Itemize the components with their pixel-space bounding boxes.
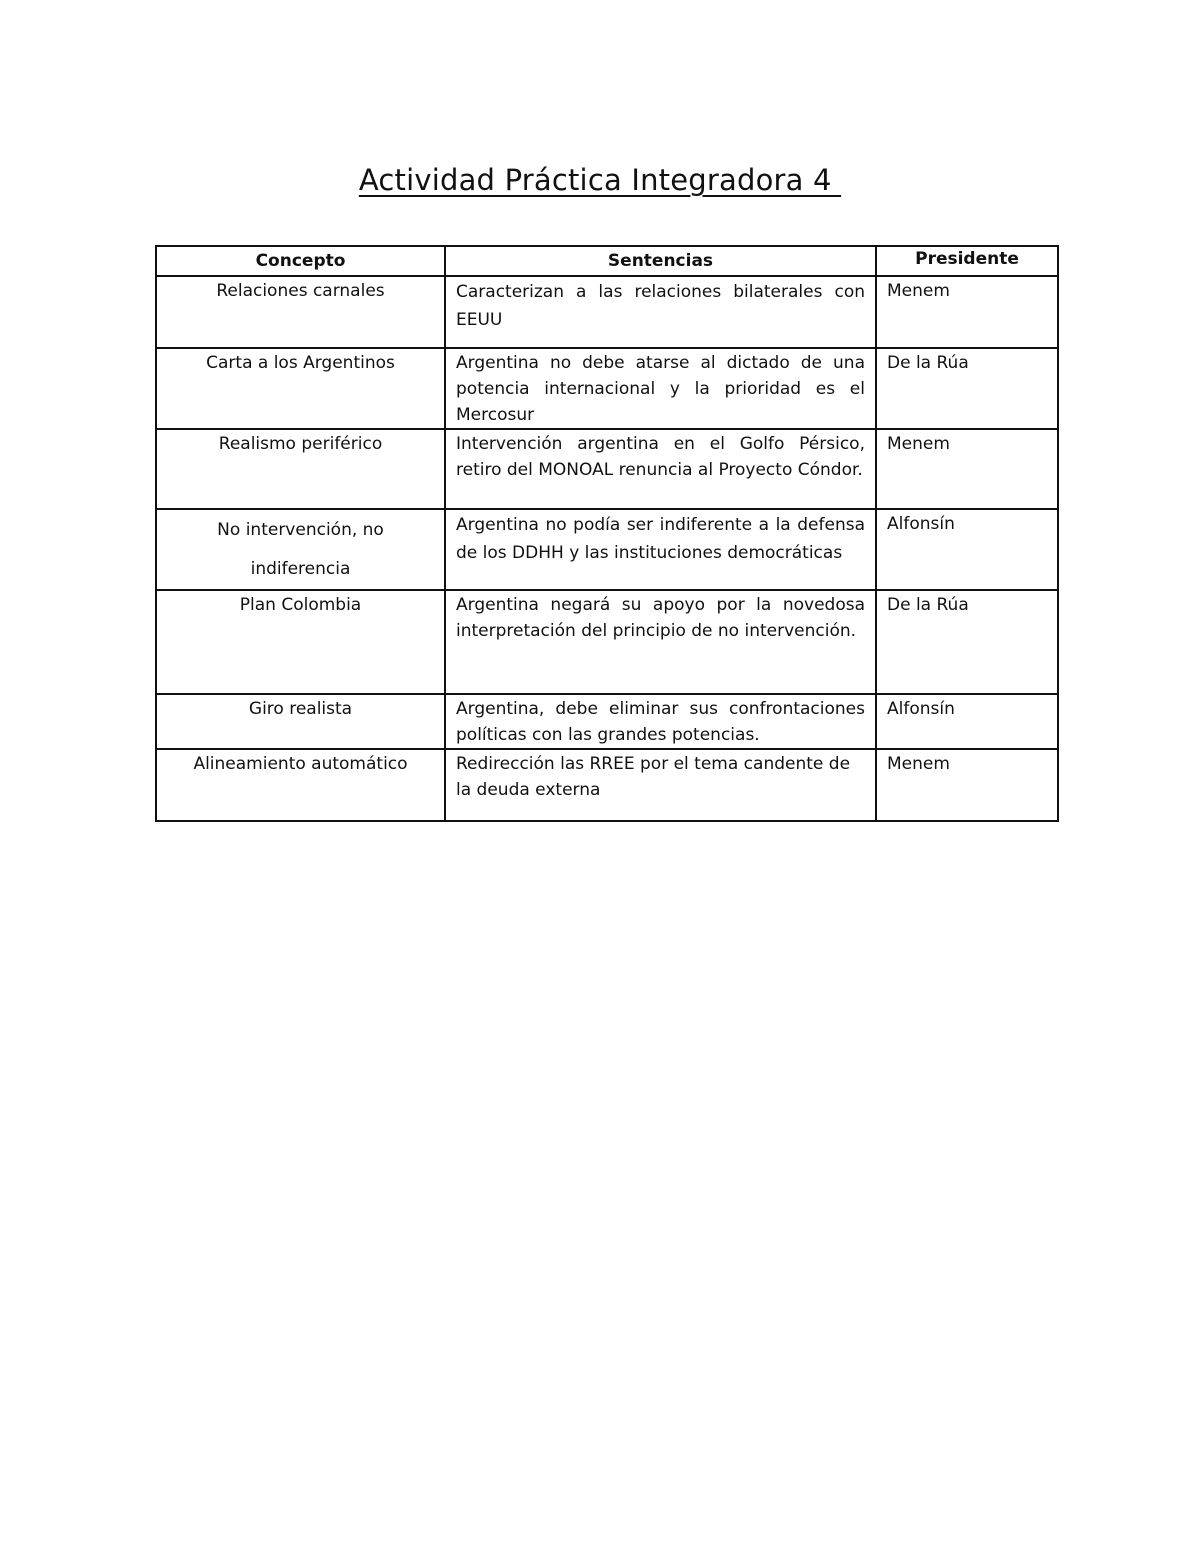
presidente-cell xyxy=(876,509,1058,590)
sentencia-cell xyxy=(445,749,876,821)
table-row xyxy=(156,509,1058,590)
presidente-cell xyxy=(876,749,1058,821)
concepto-text: Giro realista xyxy=(248,699,353,719)
presidente-text: Alfonsín xyxy=(887,699,955,719)
sentencia-cell xyxy=(445,429,876,509)
table-row xyxy=(156,429,1058,509)
concepto-cell xyxy=(156,509,445,590)
concepto-text: Alineamiento automático xyxy=(193,754,408,774)
presidente-cell xyxy=(876,348,1058,429)
table-row xyxy=(156,749,1058,821)
header-sentencias: Sentencias xyxy=(445,246,876,276)
table-row xyxy=(156,348,1058,429)
concepto-text: Realismo periférico xyxy=(218,434,383,454)
concepto-cell xyxy=(156,348,445,429)
presidente-text: Menem xyxy=(887,434,950,454)
concepts-table xyxy=(155,245,1059,822)
concepto-cell xyxy=(156,429,445,509)
presidente-text: Menem xyxy=(887,754,950,774)
presidente-cell xyxy=(876,694,1058,749)
sentencia-cell xyxy=(445,509,876,590)
presidente-cell xyxy=(876,276,1058,348)
sentencia-text: Argentina, debe eliminar sus confrontaciones políticas con las grandes potencias. xyxy=(456,699,865,745)
sentencia-cell xyxy=(445,276,876,348)
presidente-text: De la Rúa xyxy=(887,595,969,615)
table-row xyxy=(156,590,1058,694)
concepto-cell xyxy=(156,749,445,821)
concepto-text: Carta a los Argentinos xyxy=(206,353,395,373)
concepto-text: Relaciones carnales xyxy=(216,281,385,301)
concepto-text: No intervención, no indiferencia xyxy=(217,520,384,579)
presidente-cell xyxy=(876,590,1058,694)
sentencia-text: Redirección las RREE por el tema candente de la deuda externa xyxy=(456,754,851,800)
sentencia-text: Argentina no podía ser indiferente a la defensa de los DDHH y las instituciones democráticas xyxy=(456,515,865,563)
table-row xyxy=(156,276,1058,348)
sentencia-text: Argentina no debe atarse al dictado de una potencia internacional y la prioridad es el Mercosur xyxy=(456,353,865,425)
concepto-cell xyxy=(156,590,445,694)
header-concepto: Concepto xyxy=(156,246,445,276)
sentencia-text: Argentina negará su apoyo por la novedosa interpretación del principio de no intervención. xyxy=(456,595,865,641)
table-header-row xyxy=(156,246,1058,276)
presidente-cell xyxy=(876,429,1058,509)
concepto-cell xyxy=(156,276,445,348)
presidente-text: De la Rúa xyxy=(887,353,969,373)
sentencia-text: Intervención argentina en el Golfo Pérsico, retiro del MONOAL renuncia al Proyecto Cóndor. xyxy=(456,434,865,480)
sentencia-cell xyxy=(445,694,876,749)
table-row xyxy=(156,694,1058,749)
presidente-text: Menem xyxy=(887,281,950,301)
concepto-text: Plan Colombia xyxy=(239,595,362,615)
header-presidente: Presidente xyxy=(876,246,1058,276)
sentencia-text: Caracterizan a las relaciones bilaterales con EEUU xyxy=(456,282,865,330)
sentencia-cell xyxy=(445,590,876,694)
concepto-cell xyxy=(156,694,445,749)
page-title: Actividad Práctica Integradora 4 xyxy=(358,163,842,197)
presidente-text: Alfonsín xyxy=(887,514,955,534)
sentencia-cell xyxy=(445,348,876,429)
